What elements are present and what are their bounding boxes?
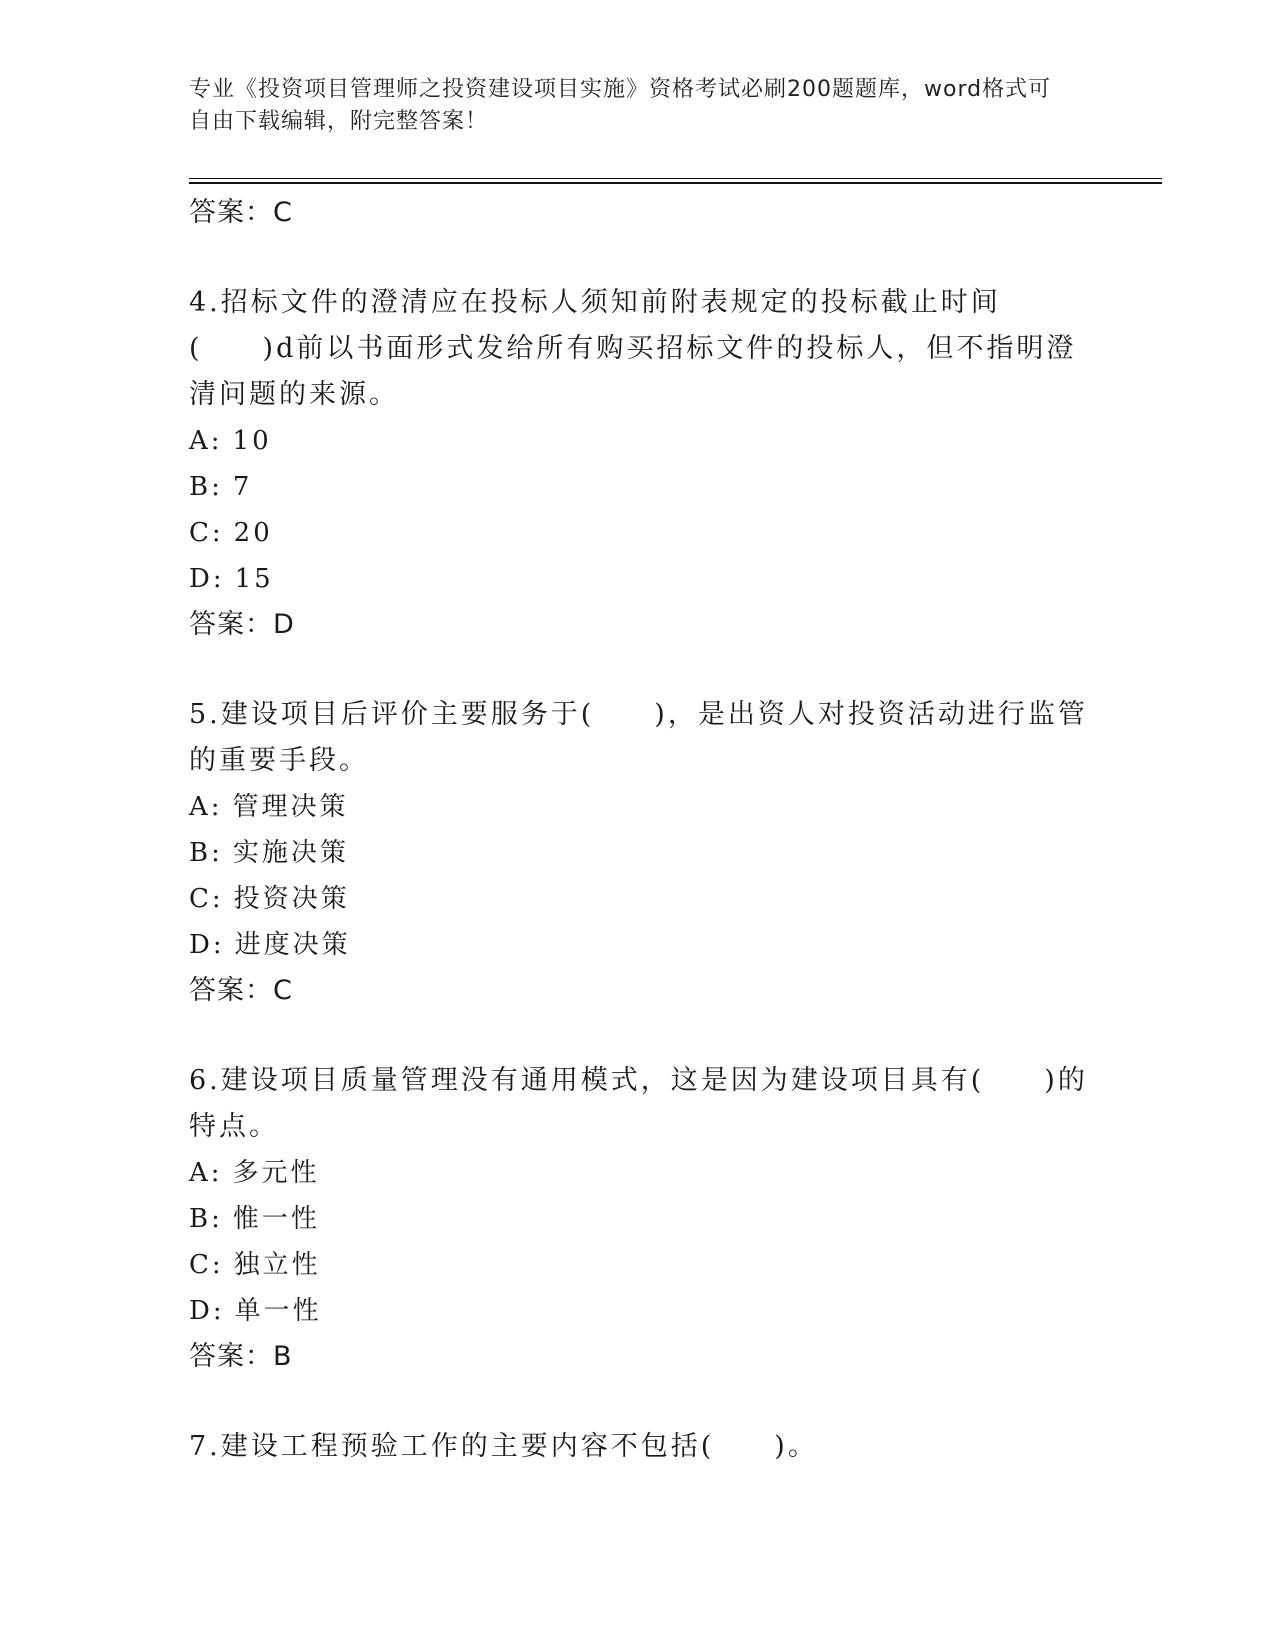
question-block — [189, 692, 1089, 1014]
option-letter: D: — [189, 930, 225, 960]
option-letter: C: — [189, 1250, 224, 1280]
option-letter: B: — [189, 1204, 223, 1234]
spacer — [189, 648, 1089, 692]
option-text: 7 — [232, 472, 253, 502]
answer-line: 答案：B — [189, 1341, 293, 1372]
option-text: 15 — [234, 564, 274, 594]
question-stem: 6.建设项目质量管理没有通用模式，这是因为建设项目具有( )的特点。 — [189, 1065, 1088, 1142]
answer-line: 答案：C — [189, 975, 293, 1006]
option-letter: B: — [189, 838, 223, 868]
option-letter: D: — [189, 1296, 225, 1326]
option-a — [189, 784, 1089, 830]
question-list — [189, 190, 1089, 1470]
option-letter: D: — [189, 564, 225, 594]
question-stem: 4.招标文件的澄清应在投标人须知前附表规定的投标截止时间( )d前以书面形式发给所有购买招标文件的投标人，但不指明澄清问题的来源。 — [189, 287, 1077, 410]
option-a — [189, 1150, 1089, 1196]
option-letter: A: — [189, 1158, 223, 1188]
answer-line: 答案：D — [189, 609, 295, 640]
option-b — [189, 830, 1089, 876]
header-divider-thick — [189, 182, 1162, 184]
option-letter: A: — [189, 426, 223, 456]
document-header — [189, 74, 1069, 138]
option-text: 管理决策 — [232, 792, 349, 822]
header-divider-thin — [189, 178, 1162, 179]
option-a — [189, 418, 1089, 464]
option-letter: B: — [189, 472, 223, 502]
question-block — [189, 280, 1089, 648]
option-text: 惟一性 — [232, 1204, 320, 1234]
option-d — [189, 556, 1089, 602]
question-stem: 5.建设项目后评价主要服务于( )，是出资人对投资活动进行监管的重要手段。 — [189, 699, 1088, 776]
option-b — [189, 1196, 1089, 1242]
question-block — [189, 1058, 1089, 1380]
spacer — [189, 1380, 1089, 1424]
option-text: 10 — [232, 426, 272, 456]
option-text: 独立性 — [233, 1250, 321, 1280]
option-b — [189, 464, 1089, 510]
option-c — [189, 876, 1089, 922]
option-text: 单一性 — [234, 1296, 322, 1326]
option-text: 20 — [233, 518, 273, 548]
option-letter: C: — [189, 884, 224, 914]
option-text: 实施决策 — [232, 838, 349, 868]
option-text: 进度决策 — [234, 930, 351, 960]
question-stem: 7.建设工程预验工作的主要内容不包括( )。 — [189, 1431, 818, 1462]
header-text: 专业《投资项目管理师之投资建设项目实施》资格考试必刷200题题库，word格式可自由下载编辑，附完整答案！ — [189, 77, 1052, 134]
answer-line: 答案：C — [189, 197, 293, 228]
option-text: 多元性 — [232, 1158, 320, 1188]
spacer — [189, 1014, 1089, 1058]
option-d — [189, 1288, 1089, 1334]
option-letter: C: — [189, 518, 224, 548]
option-letter: A: — [189, 792, 223, 822]
option-c — [189, 510, 1089, 556]
option-text: 投资决策 — [233, 884, 350, 914]
question-block — [189, 1424, 1089, 1470]
option-c — [189, 1242, 1089, 1288]
spacer — [189, 236, 1089, 280]
option-d — [189, 922, 1089, 968]
